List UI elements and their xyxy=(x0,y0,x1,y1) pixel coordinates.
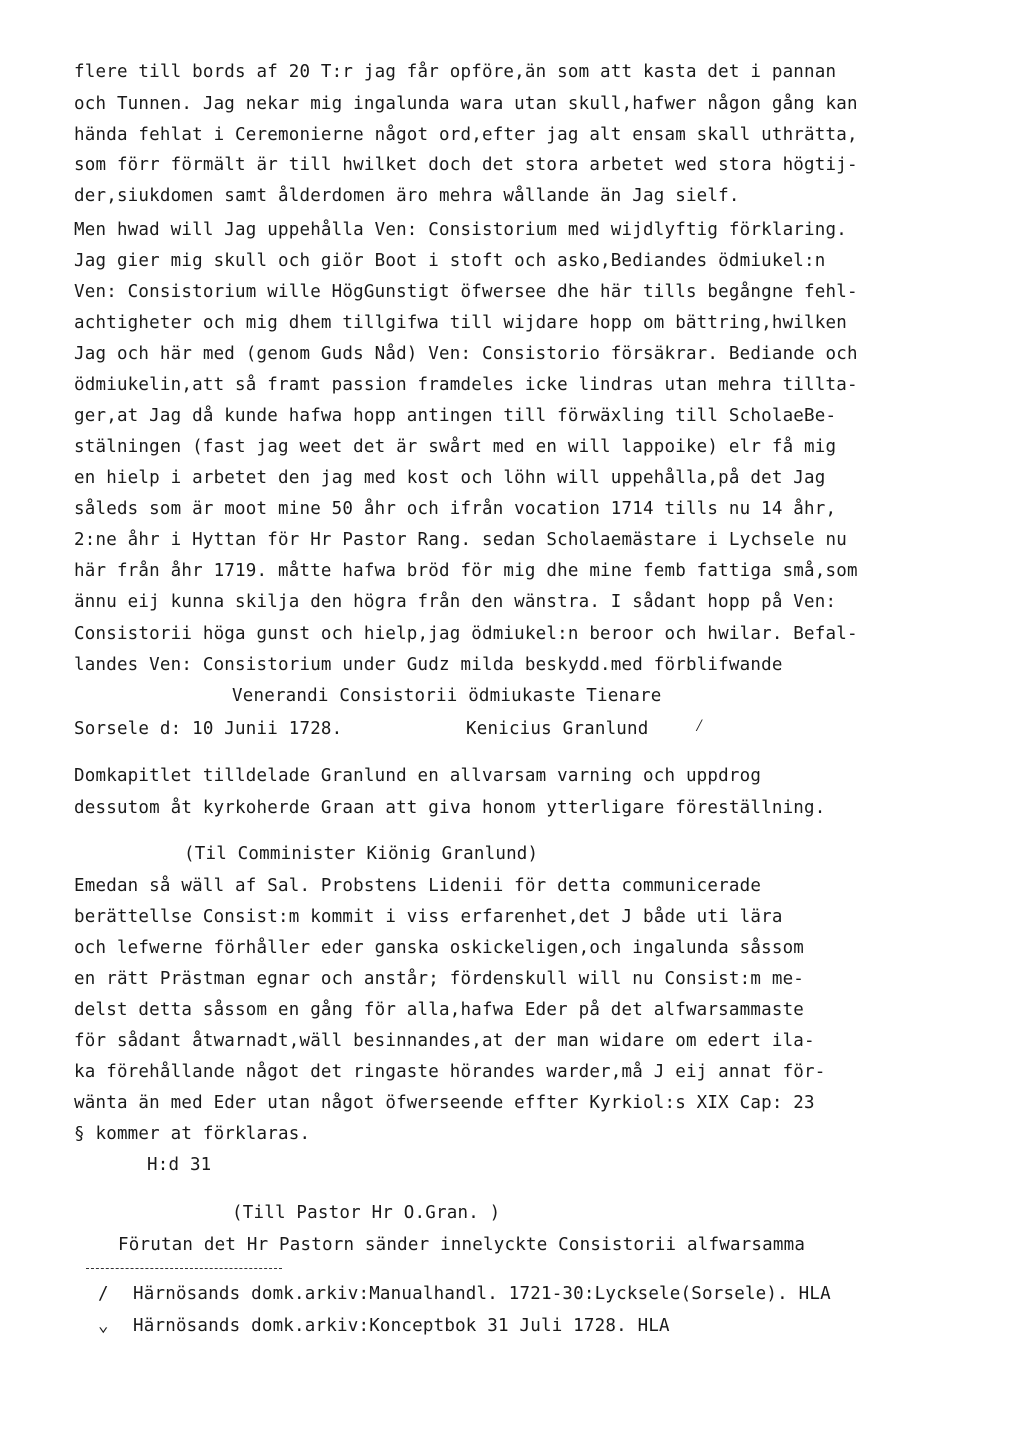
letter-line: der,siukdomen samt ålderdomen äro mehra wållande än Jag sielf. xyxy=(74,186,740,206)
letter-line: här från åhr 1719. måtte hafwa bröd för mig dhe mine femb fattiga små,som xyxy=(74,561,858,581)
letter-line: Jag och här med (genom Guds Nåd) Ven: Consistorio försäkrar. Bediande och xyxy=(74,344,858,364)
note-line: dessutom åt kyrkoherde Graan att giva honom ytterligare föreställning. xyxy=(74,798,826,818)
letter-line: Consistorii höga gunst och hielp,jag ödmiukel:n beroor och hwilar. Befal- xyxy=(74,624,858,644)
footnote-mark: ⌄ xyxy=(98,1316,109,1336)
reply-line: Emedan så wäll af Sal. Probstens Lidenii för detta communicerade xyxy=(74,876,762,896)
letter-line: som förr förmält är till hwilket doch det stora arbetet wed stora högtij- xyxy=(74,155,858,175)
letter-line: hända fehlat i Ceremonierne något ord,efter jag alt ensam skall uthrätta, xyxy=(74,125,858,145)
footnote-divider xyxy=(86,1268,282,1269)
second-line: Förutan det Hr Pastorn sänder innelyckte Consistorii alfwarsamma xyxy=(118,1235,806,1255)
letter-closing: Venerandi Consistorii ödmiukaste Tienare xyxy=(232,686,662,706)
letter-line: landes Ven: Consistorium under Gudz milda beskydd.med förblifwande xyxy=(74,655,783,675)
reply-line: och lefwerne förhåller eder ganska oskickeligen,och ingalunda såssom xyxy=(74,938,805,958)
reply-line: wänta än med Eder utan något öfwerseende effter Kyrkiol:s XIX Cap: 23 xyxy=(74,1093,815,1113)
letter-line: Men hwad will Jag uppehålla Ven: Consistorium med wijdlyftig förklaring. xyxy=(74,220,847,240)
letter-line: Jag gier mig skull och giör Boot i stoft och asko,Bediandes ödmiukel:n xyxy=(74,251,826,271)
footnote-mark: / xyxy=(98,1284,109,1304)
reply-line: berättellse Consist:m kommit i viss erfarenhet,det J både uti lära xyxy=(74,907,783,927)
letter-line: och Tunnen. Jag nekar mig ingalunda wara utan skull,hafwer någon gång kan xyxy=(74,94,858,114)
reply-line: en rätt Prästman egnar och anstår; fördenskull will nu Consist:m me- xyxy=(74,969,805,989)
footnote-text: Härnösands domk.arkiv:Manualhandl. 1721-30:Lycksele(Sorsele). HLA xyxy=(133,1284,831,1304)
reply-line: § kommer at förklaras. xyxy=(74,1124,311,1144)
reply-heading: (Til Comminister Kiönig Granlund) xyxy=(184,844,539,864)
second-heading: (Till Pastor Hr O.Gran. ) xyxy=(232,1203,501,1223)
letter-line: ödmiukelin,att så framt passion framdeles icke lindras utan mehra tillta- xyxy=(74,375,858,395)
reply-line: delst detta såssom en gång för alla,hafwa Eder på det alfwarsammaste xyxy=(74,1000,805,1020)
letter-line: stälningen (fast jag weet det är swårt med en will lappoike) elr få mig xyxy=(74,437,837,457)
letter-line: ger,at Jag då kunde hafwa hopp antingen till förwäxling till ScholaeBe- xyxy=(74,406,837,426)
footnote-text: Härnösands domk.arkiv:Konceptbok 31 Juli 1728. HLA xyxy=(133,1316,670,1336)
letter-signature: Kenicius Granlund xyxy=(466,719,649,739)
footnote-mark-icon: ⁄ xyxy=(694,716,705,736)
note-line: Domkapitlet tilldelade Granlund en allvarsam varning och uppdrog xyxy=(74,766,762,786)
reply-line: ka förehållande något det ringaste hörandes warder,må J eij annat för- xyxy=(74,1062,826,1082)
letter-line: achtigheter och mig dhem tillgifwa till wijdare hopp om bättring,hwilken xyxy=(74,313,847,333)
letter-line: en hielp i arbetet den jag med kost och löhn will uppehålla,på det Jag xyxy=(74,468,826,488)
reply-date: H:d 31 xyxy=(147,1155,212,1175)
letter-line: ännu eij kunna skilja den högra från den wänstra. I sådant hopp på Ven: xyxy=(74,592,837,612)
letter-line: flere till bords af 20 T:r jag får opföre,än som att kasta det i pannan xyxy=(74,62,837,82)
letter-line: såleds som är moot mine 50 åhr och ifrån vocation 1714 tills nu 14 åhr, xyxy=(74,499,837,519)
letter-line: Ven: Consistorium wille HögGunstigt öfwersee dhe här tills begångne fehl- xyxy=(74,282,858,302)
reply-line: för sådant åtwarnadt,wäll besinnandes,at der man widare om edert ila- xyxy=(74,1031,815,1051)
letter-line: 2:ne åhr i Hyttan för Hr Pastor Rang. sedan Scholaemästare i Lychsele nu xyxy=(74,530,847,550)
letter-place-date: Sorsele d: 10 Junii 1728. xyxy=(74,719,343,739)
